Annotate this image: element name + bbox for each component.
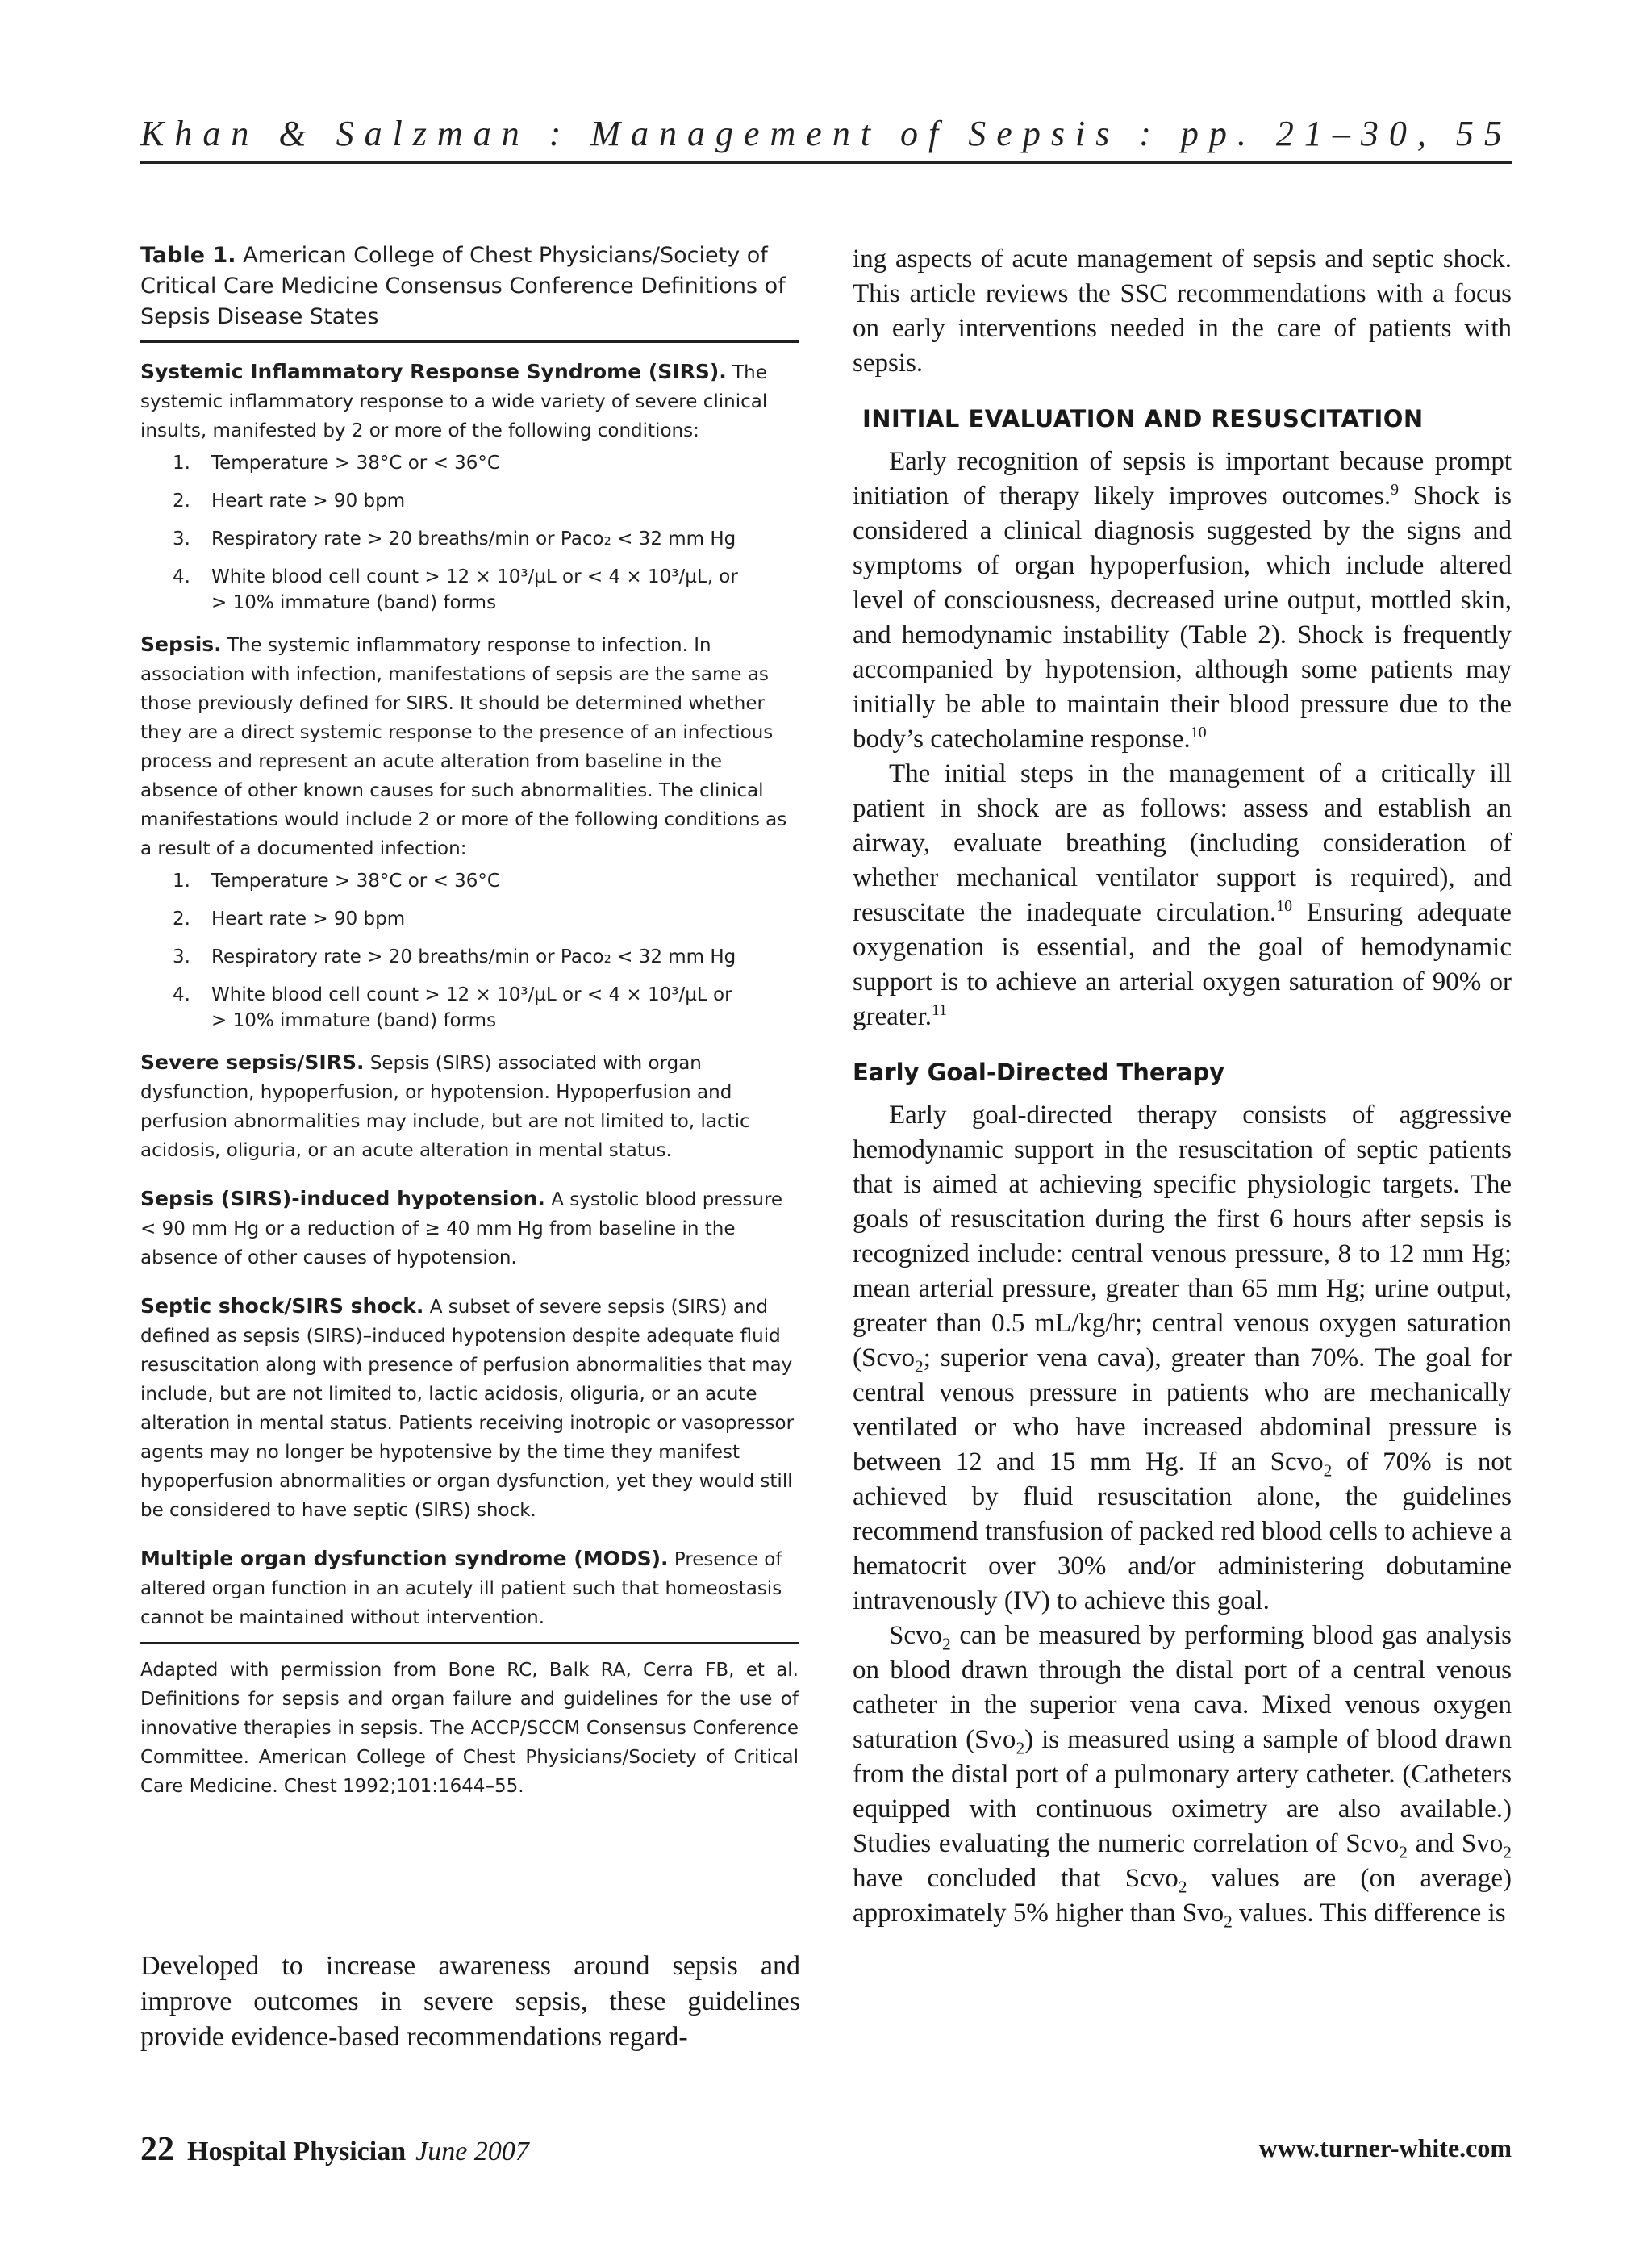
- page-number: 22: [140, 2131, 174, 2168]
- def-term: Septic shock/SIRS shock.: [140, 1294, 424, 1318]
- right-column: [853, 242, 1512, 1931]
- def-term: Multiple organ dysfunction syndrome (MODS).: [140, 1547, 669, 1570]
- def-text: The systemic inflammatory response to infection. In association with infection, manifestations of sepsis are the same as those previously defined for SIRS. It should be determined whether they are a direct systemic response to the presence of an infectious process and represent an acute alteration from baseline in the absence of other known causes for such abnormalities. The clinical manifestations would include 2 or more of the following conditions as a result of a documented infection:: [140, 635, 787, 859]
- list-item: 1. Temperature > 38°C or < 36°C: [173, 453, 500, 474]
- table-top-rule: [140, 340, 799, 343]
- def-text: A systolic blood pressure < 90 mm Hg or a reduction of ≥ 40 mm Hg from baseline in the absence of other causes of hypotension.: [140, 1189, 783, 1268]
- def-text: The systemic inflammatory response to a wide variety of severe clinical insults, manifested by 2 or more of the following conditions:: [140, 362, 768, 441]
- paragraph-initial-steps: The initial steps in the management of a critically ill patient in shock are as follows: assess and establish an airway, evaluate breathing (including consideration of whether mechanical ventilator support is required), and resuscitate the inadequate circulation.$^{10}$ Ensuring adequate oxygenation is essential, and the goal of hemodynamic support is to achieve an arterial oxygen saturation of 90% or greater.$^{11}$: [853, 759, 1512, 1031]
- list-item: 4. White blood cell count > 12 × 10³/µL or < 4 × 10³/µL, or > 10% immature (band) forms: [173, 566, 738, 613]
- table-1: [140, 240, 799, 1801]
- running-header: Khan & Salzman : Management of Sepsis : pp. 21–30, 55: [140, 114, 1512, 153]
- def-sirs-hypotension: [140, 1184, 799, 1272]
- def-mods: [140, 1544, 799, 1632]
- magazine-name: Hospital Physician: [187, 2137, 407, 2166]
- def-sirs: [140, 357, 799, 616]
- list-item: 4. White blood cell count > 12 × 10³/µL or < 4 × 10³/µL or > 10% immature (band) forms: [173, 984, 732, 1031]
- body-paragraph-left: Developed to increase awareness around sepsis and improve outcomes in severe sepsis, these guidelines provide evidence-based recommendations regard-: [140, 1951, 800, 2052]
- table-caption-text: American College of Chest Physicians/Society of Critical Care Medicine Consensus Conference Definitions of Sepsis Disease States: [140, 243, 786, 329]
- citation-ref: 10: [1190, 724, 1207, 742]
- def-sepsis: [140, 630, 799, 1034]
- list-item: 2. Heart rate > 90 bpm: [173, 909, 406, 930]
- def-text: Presence of altered organ function in an acutely ill patient such that homeostasis cannot be maintained without intervention.: [140, 1549, 782, 1628]
- sepsis-criteria-list: [140, 868, 799, 1034]
- footer-left: [140, 2130, 529, 2169]
- subsection-heading: Early Goal-Directed Therapy: [853, 1059, 1225, 1086]
- list-item: 3. Respiratory rate > 20 breaths/min or Paco₂ < 32 mm Hg: [173, 528, 736, 549]
- list-item: 1. Temperature > 38°C or < 36°C: [173, 871, 500, 892]
- paragraph-egdt: Early goal-directed therapy consists of aggressive hemodynamic support in the resuscitation of septic patients that is aimed at achieving specific physiologic targets. The goals of resuscitation during the first 6 hours after sepsis is recognized include: central venous pressure, 8 to 12 mm Hg; mean arterial pressure, greater than 65 mm Hg; urine output, greater than 0.5 mL/kg/hr; central venous oxygen saturation (Scvo$_2$; superior vena cava), greater than 70%. The goal for central venous pressure in patients who are mechanically ventilated or who have increased abdominal pressure is between 12 and 15 mm Hg. If an Scvo$_2$ of 70% is not achieved by fluid resuscitation alone, the guidelines recommend transfusion of packed red blood cells to achieve a hematocrit over 30% and/or administering dobutamine intravenously (IV) to achieve this goal.: [853, 1101, 1512, 1615]
- section-heading: INITIAL EVALUATION AND RESUSCITATION: [862, 405, 1424, 432]
- list-item: 3. Respiratory rate > 20 breaths/min or Paco₂ < 32 mm Hg: [173, 946, 736, 967]
- header-rule: [140, 161, 1512, 164]
- sirs-criteria-list: [140, 450, 799, 616]
- def-term: Systemic Inflammatory Response Syndrome (SIRS).: [140, 360, 727, 383]
- citation-ref: 11: [932, 1001, 948, 1019]
- list-item: 2. Heart rate > 90 bpm: [173, 491, 406, 512]
- def-text: A subset of severe sepsis (SIRS) and defined as sepsis (SIRS)–induced hypotension despite adequate fluid resuscitation along with presence of perfusion abnormalities that may include, but are not limited to, lactic acidosis, oliguria, or an acute alteration in mental status. Patients receiving inotropic or vasopressor agents may no longer be hypotensive by the time they manifest hypoperfusion abnormalities or organ dysfunction, yet they would still be considered to have septic (SIRS) shock.: [140, 1297, 795, 1521]
- def-term: Sepsis.: [140, 633, 222, 656]
- table-bottom-rule: [140, 1642, 799, 1644]
- website-link[interactable]: www.turner-white.com: [1258, 2133, 1512, 2162]
- paragraph-scvo2: Scvo$_2$ can be measured by performing blood gas analysis on blood drawn through the distal port of a central venous catheter in the superior vena cava. Mixed venous oxygen saturation (Svo$_2$) is measured using a sample of blood drawn from the distal port of a pulmonary artery catheter. (Catheters equipped with continuous oximetry are also available.) Studies evaluating the numeric correlation of Scvo$_2$ and Svo$_2$ have concluded that Scvo$_2$ values are (on average) approximately 5% higher than Svo$_2$ values. This difference is: [853, 1621, 1512, 1932]
- citation-ref: 9: [1391, 481, 1399, 499]
- citation-ref: 10: [1276, 897, 1292, 915]
- def-septic-shock: [140, 1292, 799, 1525]
- table-caption: [140, 240, 799, 332]
- def-term: Sepsis (SIRS)-induced hypotension.: [140, 1187, 545, 1210]
- def-text: Sepsis (SIRS) associated with organ dysfunction, hypoperfusion, or hypotension. Hypoperfusion and perfusion abnormalities may include, but are not limited to, lactic acidosis, oliguria, or an acute alteration in mental status.: [140, 1053, 750, 1161]
- intro-paragraph: ing aspects of acute management of sepsis and septic shock. This article reviews the SSC recommendations with a focus on early interventions needed in the care of patients with sepsis.: [853, 244, 1512, 378]
- table-caption-lead: Table 1.: [140, 243, 236, 268]
- table-source-note: Adapted with permission from Bone RC, Balk RA, Cerra FB, et al. Definitions for sepsis and organ failure and guidelines for the use of innovative therapies in sepsis. The ACCP/SCCM Consensus Conference Committee. American College of Chest Physicians/Society of Critical Care Medicine. Chest 1992;101:1644–55.: [140, 1660, 799, 1797]
- def-severe-sepsis: [140, 1048, 799, 1165]
- def-term: Severe sepsis/SIRS.: [140, 1051, 365, 1074]
- paragraph-recognition: Early recognition of sepsis is important because prompt initiation of therapy likely improves outcomes.$^9$ Shock is considered a clinical diagnosis suggested by the signs and symptoms of organ hypoperfusion, which include altered level of consciousness, decreased urine output, mottled skin, and hemodynamic instability (Table 2). Shock is frequently accompanied by hypotension, although some patients may initially be able to maintain their blood pressure due to the body’s catecholamine response.$^{10}$: [853, 447, 1512, 754]
- issue-date: June 2007: [415, 2137, 529, 2166]
